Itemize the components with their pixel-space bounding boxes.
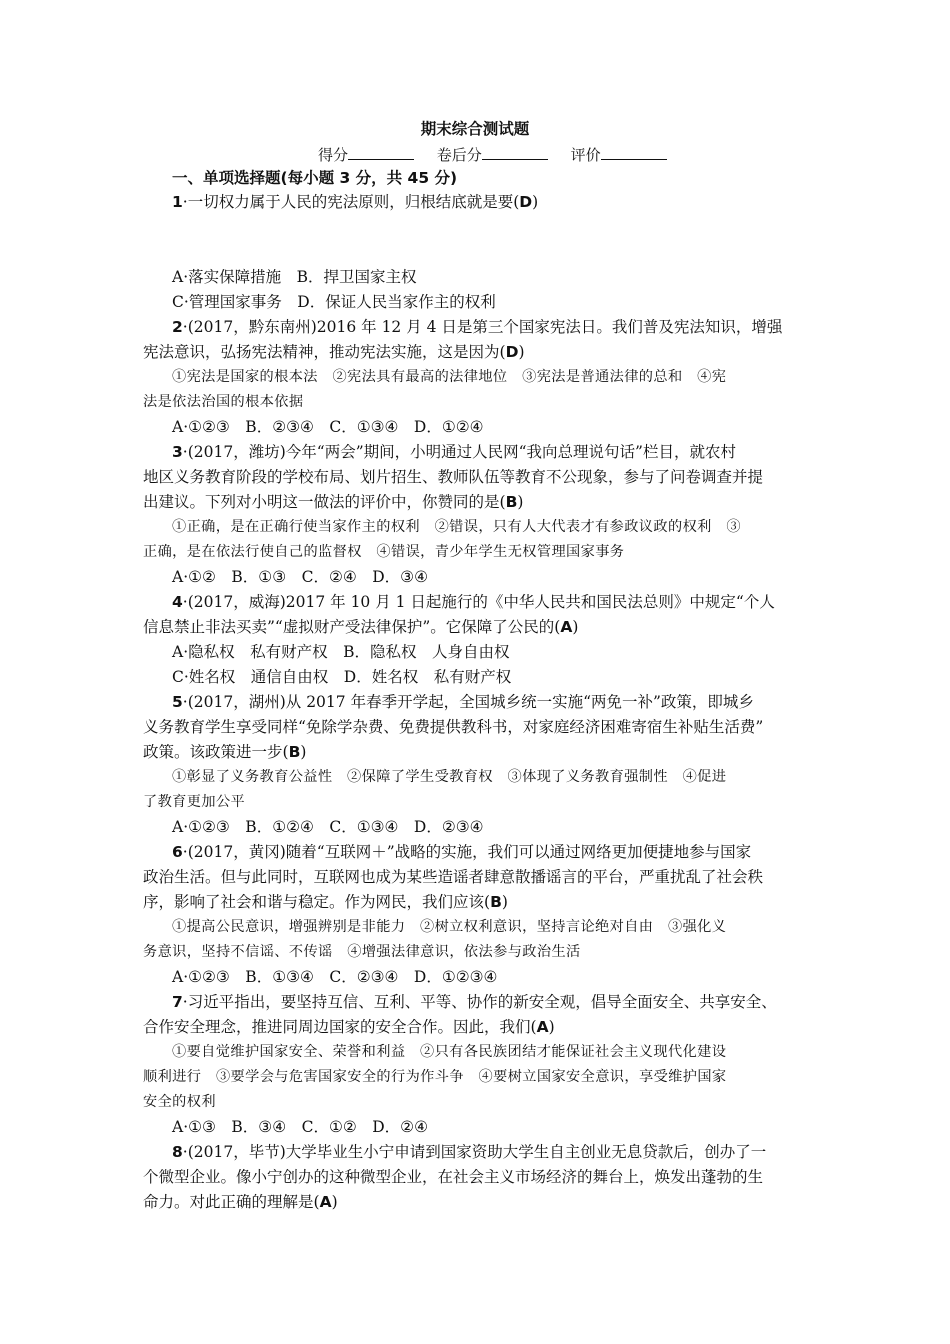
question-2-items: ①宪法是国家的根本法 ②宪法具有最高的法律地位 ③宪法是普通法律的总和 ④宪 — [172, 369, 727, 385]
question-1-stem: 1·一切权力属于人民的宪法原则，归根结底就是要(D) — [172, 193, 539, 211]
question-1-options: A·落实保障措施 B．捍卫国家主权 — [172, 268, 417, 286]
question-3-items: ①正确，是在正确行使当家作主的权利 ②错误，只有人大代表才有参政议政的权利 ③ — [172, 519, 741, 535]
question-7-stem: 合作安全理念，推进同周边国家的安全合作。因此，我们(A) — [143, 1018, 555, 1036]
question-2-options: A·①②③ B．②③④ C．①③④ D．①②④ — [172, 418, 484, 436]
question-4-options: C·姓名权 通信自由权 D．姓名权 私有财产权 — [172, 668, 512, 686]
answer: B — [490, 893, 502, 911]
evaluation-blank[interactable] — [601, 145, 667, 160]
question-3-stem: 3·(2017，潍坊)今年“两会”期间，小明通过人民网“我向总理说句话”栏目，就农村 — [172, 443, 736, 461]
evaluation-label: 评价 — [570, 146, 601, 164]
question-7-items: 顺利进行 ③要学会与危害国家安全的行为作斗争 ④要树立国家安全意识，享受维护国家 — [143, 1069, 727, 1085]
question-5-items: 了教育更加公平 — [143, 794, 246, 810]
question-6-stem: 6·(2017，黄冈)随着“互联网＋”战略的实施，我们可以通过网络更加便捷地参与国家 — [172, 843, 752, 861]
score-blank[interactable] — [348, 145, 414, 160]
question-3-stem: 地区义务教育阶段的学校布局、划片招生、教师队伍等教育不公现象，参与了问卷调查并提 — [143, 468, 764, 486]
question-8-stem: 个微型企业。像小宁创办的这种微型企业，在社会主义市场经济的舞台上，焕发出蓬勃的生 — [143, 1168, 764, 1186]
question-5-stem: 政策。该政策进一步(B) — [143, 743, 307, 761]
answer: A — [560, 618, 573, 636]
question-2-items: 法是依法治国的根本依据 — [143, 394, 304, 410]
answer: A — [319, 1193, 332, 1211]
answer: D — [519, 193, 533, 211]
question-5-items: ①彰显了义务教育公益性 ②保障了学生受教育权 ③体现了义务教育强制性 ④促进 — [172, 769, 727, 785]
question-8-stem: 8·(2017，毕节)大学毕业生小宁申请到国家资助大学生自主创业无息贷款后，创办了一 — [172, 1143, 767, 1161]
score-line — [318, 144, 667, 165]
question-4-stem: 4·(2017，威海)2017 年 10 月 1 日起施行的《中华人民共和国民法总则》中规定“个人 — [172, 593, 775, 611]
score-label: 得分 — [318, 146, 349, 164]
question-6-options: A·①②③ B．①③④ C．②③④ D．①②③④ — [172, 968, 498, 986]
question-2-stem: 宪法意识，弘扬宪法精神，推动宪法实施，这是因为(D) — [143, 343, 525, 361]
question-3-items: 正确，是在依法行使自己的监督权 ④错误，青少年学生无权管理国家事务 — [143, 544, 625, 560]
question-4-stem: 信息禁止非法买卖”“虚拟财产受法律保护”。它保障了公民的(A) — [143, 618, 579, 636]
question-5-stem: 5·(2017，湖州)从 2017 年春季开学起，全国城乡统一实施“两免一补”政策，即城乡 — [172, 693, 754, 711]
section-heading: 一、单项选择题(每小题 3 分，共 45 分) — [172, 169, 458, 187]
question-3-options: A·①② B．①③ C．②④ D．③④ — [172, 568, 428, 586]
question-7-options: A·①③ B．③④ C．①② D．②④ — [172, 1118, 428, 1136]
question-5-options: A·①②③ B．①②④ C．①③④ D．②③④ — [172, 818, 484, 836]
question-3-stem: 出建议。下列对小明这一做法的评价中，你赞同的是(B) — [143, 493, 524, 511]
answer: B — [505, 493, 518, 511]
question-6-stem: 政治生活。但与此同时，互联网也成为某些造谣者肆意散播谣言的平台，严重扰乱了社会秩 — [143, 868, 764, 886]
question-1-options: C·管理国家事务 D．保证人民当家作主的权利 — [172, 293, 496, 311]
answer: A — [536, 1018, 549, 1036]
question-5-stem: 义务教育学生享受同样“免除学杂费、免费提供教科书，对家庭经济困难寄宿生补贴生活费” — [143, 718, 764, 736]
question-6-items: 务意识，坚持不信谣、不传谣 ④增强法律意识，依法参与政治生活 — [143, 944, 581, 960]
question-7-stem: 7·习近平指出，要坚持互信、互利、平等、协作的新安全观，倡导全面安全、共享安全、 — [172, 993, 777, 1011]
question-7-items: 安全的权利 — [143, 1094, 216, 1110]
question-4-options: A·隐私权 私有财产权 B．隐私权 人身自由权 — [172, 643, 510, 661]
question-2-stem: 2·(2017，黔东南州)2016 年 12 月 4 日是第三个国家宪法日。我们普及宪法知识，增强 — [172, 318, 783, 336]
answer: D — [505, 343, 519, 361]
page-title: 期末综合测试题 — [420, 120, 530, 138]
question-6-stem: 序，影响了社会和谐与稳定。作为网民，我们应该(B) — [143, 893, 508, 911]
roll-score-blank[interactable] — [482, 145, 548, 160]
question-7-items: ①要自觉维护国家安全、荣誉和利益 ②只有各民族团结才能保证社会主义现代化建设 — [172, 1044, 727, 1060]
question-6-items: ①提高公民意识，增强辨别是非能力 ②树立权利意识，坚持言论绝对自由 ③强化义 — [172, 919, 727, 935]
answer: B — [288, 743, 301, 761]
question-8-stem: 命力。对此正确的理解是(A) — [143, 1193, 338, 1211]
roll-score-label: 卷后分 — [436, 146, 482, 164]
